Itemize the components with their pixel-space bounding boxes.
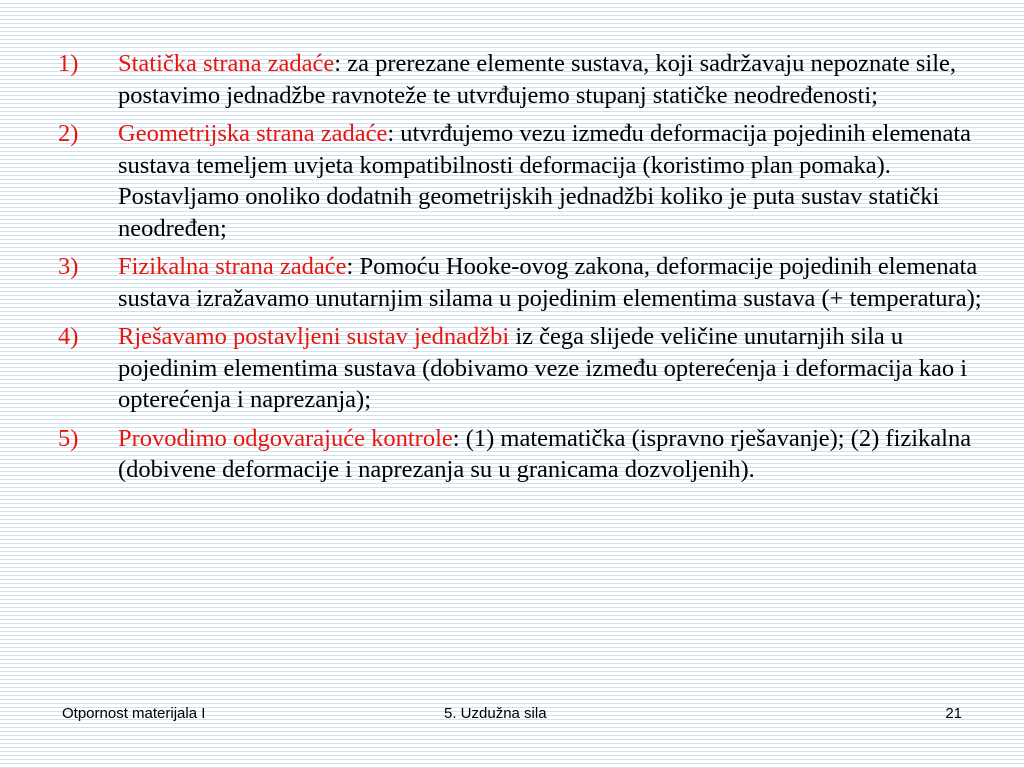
item-body: : utvrđujemo vezu između deformacija pojedinih elemenata sustava temeljem uvjeta kompatibilnosti deformacija (koristimo plan pomaka). Postavljamo onoliko dodatnih geometrijskih jednadžbi koliko je puta sustav statički neodređen;	[118, 120, 972, 242]
item-number: 5)	[58, 424, 79, 452]
item-body: : (1) matematička (ispravno rješavanje); (2) fizikalna (dobivene deformacije i naprezanja su u granicama dozvoljenih).	[118, 424, 972, 483]
list-item	[52, 321, 982, 416]
footer-course-title: Otpornost materijala I	[62, 705, 206, 722]
item-number: 1)	[58, 50, 79, 77]
item-number: 3)	[58, 253, 79, 280]
item-body: : Pomoću Hooke-ovog zakona, deformacije pojedinih elemenata sustava izražavamo unutarnjim silama u pojedinim elementima sustava (+ temperatura);	[118, 253, 982, 312]
item-lead: Provodimo odgovarajuće kontrole	[118, 424, 453, 452]
list-item	[52, 48, 982, 111]
item-number: 4)	[58, 323, 79, 350]
numbered-list	[52, 48, 982, 493]
list-item	[52, 251, 982, 314]
item-lead: Rješavamo postavljeni sustav jednadžbi	[118, 323, 510, 350]
list-item	[52, 118, 982, 244]
item-lead: Statička strana zadaće	[118, 50, 335, 77]
slide-footer	[0, 705, 1024, 729]
item-number: 2)	[58, 120, 79, 147]
footer-page-number: 21	[945, 705, 962, 722]
item-lead: Geometrijska strana zadaće	[118, 120, 388, 147]
item-body: : za prerezane elemente sustava, koji sadržavaju nepoznate sile, postavimo jednadžbe ravnoteže te utvrđujemo stupanj statičke neodređenosti;	[118, 50, 957, 109]
item-body: iz čega slijede veličine unutarnjih sila u pojedinim elementima sustava (dobivamo veze između opterećenja i deformacija kao i opterećenja i naprezanja);	[118, 323, 968, 413]
footer-chapter-title: 5. Uzdužna sila	[444, 705, 547, 722]
item-lead: Fizikalna strana zadaće	[118, 253, 347, 280]
list-item	[52, 423, 982, 486]
